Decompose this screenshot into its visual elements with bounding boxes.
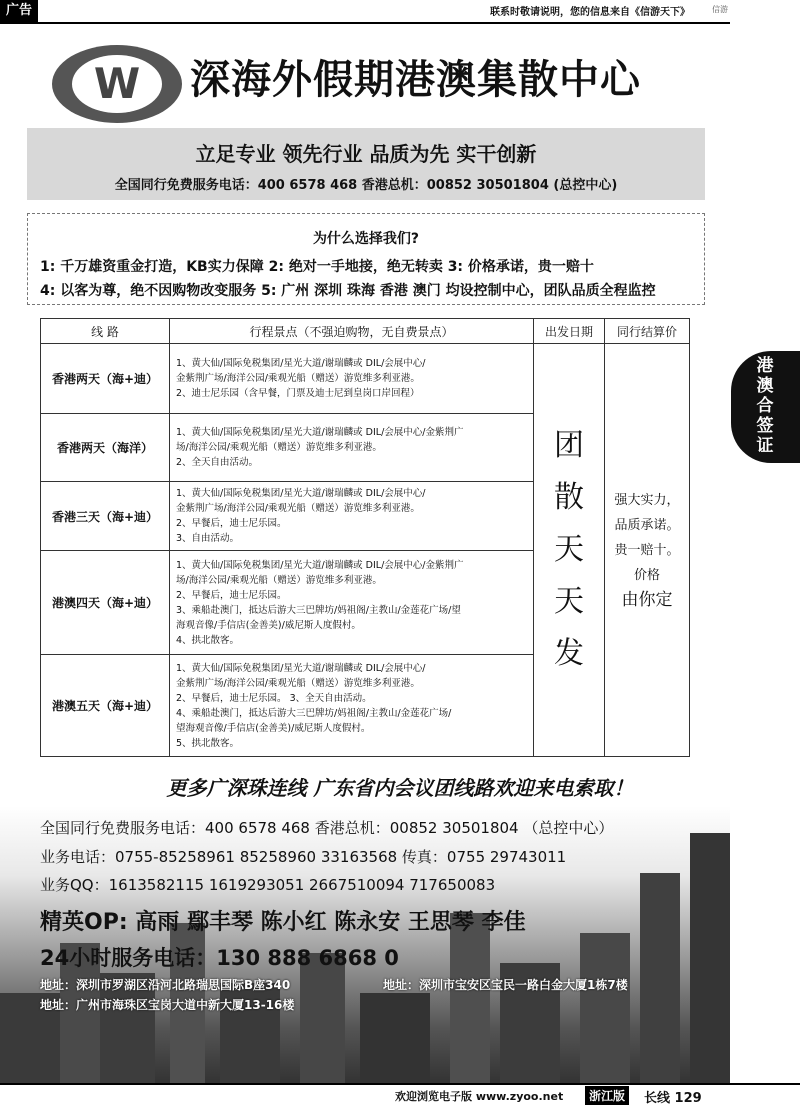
itinerary-line: 3、自由活动。 (176, 533, 240, 544)
route-name: 香港两天（海+迪） (41, 344, 170, 414)
ad-tag: 广告 (0, 0, 38, 22)
why-title: 为什么选择我们? (312, 231, 420, 247)
departure-char: 散 (554, 480, 584, 515)
price-line: 强大实力， (614, 492, 680, 508)
route-itinerary (170, 655, 534, 757)
price-line: 品质承诺。 (614, 517, 680, 533)
price-line: 贵一赔十。 (614, 542, 680, 558)
table-row (41, 344, 690, 414)
itinerary-line: 金紫荆广场/海洋公园/乘观光船（赠送）游览维多利亚港。 (176, 503, 420, 514)
itinerary-line: 1、黄大仙/国际免税集团/星光大道/谢瑞麟或 DIL/会展中心/ (176, 662, 426, 674)
more-routes-banner: 更多广深珠连线 广东省内会议团线路欢迎来电索取！ (166, 776, 634, 800)
footer-website[interactable]: 欢迎浏览电子版 www.zyoo.net (395, 1090, 564, 1103)
price-cell (605, 344, 690, 757)
departure-char: 团 (554, 428, 584, 463)
building (300, 953, 345, 1083)
route-name: 香港两天（海洋） (41, 414, 170, 482)
address-shenzhen-luohu: 地址：深圳市罗湖区沿河北路瑞思国际B座340 (40, 978, 291, 992)
footer-page-number: 长线 129 (644, 1091, 702, 1106)
itinerary-line: 1、黄大仙/国际免税集团/星光大道/谢瑞麟或 DIL/会展中心/金紫荆广 (176, 427, 464, 438)
itinerary-line: 海观音像/手信店(金善美)/威尼斯人度假村。 (176, 619, 361, 631)
itinerary-line: 2、早餐后，迪士尼乐园。 (176, 589, 287, 601)
itinerary-line: 2、迪士尼乐园（含早餐，门票及迪士尼到皇岗口岸回程） (176, 388, 420, 399)
header-itinerary: 行程景点（不强迫购物，无自费景点） (170, 319, 534, 344)
itinerary-line: 1、黄大仙/国际免税集团/星光大道/谢瑞麟或 DIL/会展中心/ (176, 488, 426, 499)
top-bar (0, 0, 730, 24)
route-name: 香港三天（海+迪） (41, 482, 170, 551)
header-route: 线 路 (41, 319, 170, 344)
itinerary-line: 2、早餐后，迪士尼乐园。 3、全天自由活动。 (176, 692, 372, 704)
building (640, 873, 680, 1083)
side-tab-char: 港 (756, 356, 774, 376)
itinerary-line: 金紫荆广场/海洋公园/乘观光船（赠送）游览维多利亚港。 (176, 677, 420, 689)
route-itinerary (170, 551, 534, 655)
side-tab-char: 澳 (756, 376, 774, 396)
itinerary-line: 1、黄大仙/国际免税集团/星光大道/谢瑞麟或 DIL/会展中心/ (176, 358, 426, 369)
logo-letters: W (72, 55, 162, 113)
departure-char: 天 (554, 584, 584, 619)
slogan-hotline: 全国同行免费服务电话：400 6578 468 香港总机：00852 30501804 (总控中心) (114, 178, 618, 193)
departure-cell (534, 344, 605, 757)
building (450, 913, 490, 1083)
itinerary-line: 4、乘船赴澳门，抵达后游大三巴牌坊/妈祖阁/主教山/金莲花广场/ (176, 707, 452, 719)
op-staff: 精英OP: 高雨 鄢丰琴 陈小红 陈永安 王思琴 李佳 (40, 910, 526, 935)
contact-qq: 业务QQ：1613582115 1619293051 2667510094 717650083 (40, 876, 496, 894)
route-itinerary (170, 344, 534, 414)
side-tab-char: 合 (756, 396, 774, 416)
side-tab-char: 签 (756, 416, 774, 436)
itinerary-line: 场/海洋公园/乘观光船（赠送）游览维多利亚港。 (176, 574, 382, 586)
header-departure: 出发日期 (534, 319, 605, 344)
24h-hotline: 24小时服务电话：130 888 6868 0 (40, 946, 399, 970)
footer-edition: 浙江版 (585, 1086, 629, 1105)
footer (0, 1083, 800, 1105)
route-itinerary (170, 482, 534, 551)
itinerary-line: 2、早餐后，迪士尼乐园。 (176, 518, 287, 529)
slogan-text: 立足专业 领先行业 品质为先 实干创新 (195, 142, 537, 166)
route-itinerary (170, 414, 534, 482)
departure-char: 发 (554, 636, 584, 671)
itinerary-line: 金紫荆广场/海洋公园/乘观光船（赠送）游览维多利亚港。 (176, 373, 420, 384)
company-logo (52, 45, 182, 123)
side-tab-char: 证 (756, 436, 774, 456)
header-price: 同行结算价 (605, 319, 690, 344)
address-shenzhen-baoan: 地址：深圳市宝安区宝民一路白金大厦1栋7楼 (383, 978, 628, 992)
itinerary-line: 场/海洋公园/乘观光船（赠送）游览维多利亚港。 (176, 442, 382, 453)
itinerary-line: 5、拱北散客。 (176, 737, 240, 749)
why-choose-us-box (27, 213, 705, 305)
price-line: 价格 (633, 567, 660, 583)
contact-hotline: 全国同行免费服务电话：400 6578 468 香港总机：00852 30501804 （总控中心） (40, 819, 614, 837)
departure-char: 天 (554, 532, 584, 567)
address-guangzhou: 地址：广州市海珠区宝岗大道中新大厦13-16楼 (40, 998, 295, 1012)
magazine-logo: 信游 (712, 5, 728, 14)
side-tab-hk-macau-visa (731, 351, 800, 463)
route-table (40, 318, 690, 757)
route-name: 港澳四天（海+迪） (41, 551, 170, 655)
price-big: 由你定 (621, 589, 673, 610)
slogan-banner (27, 128, 705, 200)
source-notice: 联系时敬请说明，您的信息来自《信游天下》 (490, 7, 690, 18)
itinerary-line: 2、全天自由活动。 (176, 457, 259, 468)
contact-business-phone: 业务电话：0755-85258961 85258960 33163568 传真：0755 29743011 (40, 848, 567, 866)
itinerary-line: 1、黄大仙/国际免税集团/星光大道/谢瑞麟或 DIL/会展中心/金紫荆广 (176, 559, 464, 571)
why-line-2: 4: 以客为尊，绝不因购物改变服务 5: 广州 深圳 珠海 香港 澳门 均设控制中心，团队品质全程监控 (40, 283, 656, 299)
company-name: 深海外假期港澳集散中心 (190, 57, 641, 103)
route-name: 港澳五天（海+迪） (41, 655, 170, 757)
building (690, 833, 730, 1083)
building (360, 993, 430, 1083)
why-line-1: 1: 千万雄资重金打造，KB实力保障 2: 绝对一手地接，绝无转卖 3: 价格承诺，贵一赔十 (40, 259, 594, 275)
itinerary-line: 望海观音像/手信店(金善美)/威尼斯人度假村。 (176, 722, 371, 734)
building (580, 933, 630, 1083)
itinerary-line: 3、乘船赴澳门，抵达后游大三巴牌坊/妈祖阁/主教山/金莲花广场/望 (176, 604, 461, 616)
itinerary-line: 4、拱北散客。 (176, 634, 240, 646)
